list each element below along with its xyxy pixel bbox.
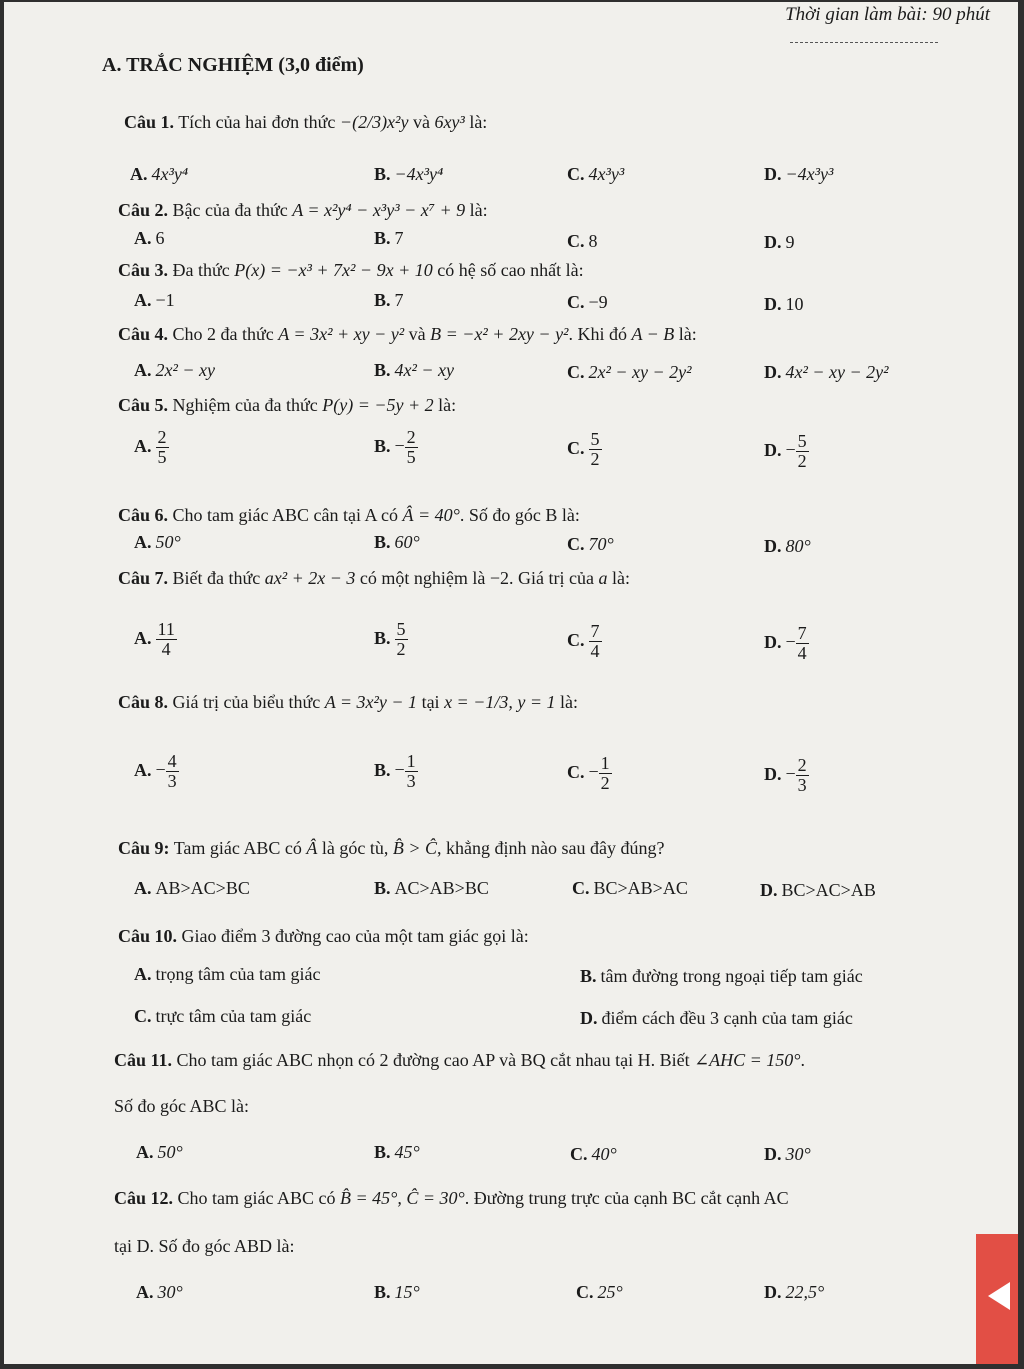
question-text: và [404,324,431,344]
option-value: 4x² − xy − 2y² [785,362,889,382]
option-letter: A. [134,228,152,248]
question-text: Cho tam giác ABC có [173,1188,340,1208]
fraction [156,620,177,659]
option-b[interactable] [374,532,420,553]
question-text: . Khi đó [568,324,632,344]
option-sign: − [588,761,599,782]
option-b[interactable] [374,360,454,381]
question-text: có hệ số cao nhất là: [432,260,584,280]
denominator: 4 [161,638,171,659]
question-text: Tích của hai đơn thức [174,112,340,132]
side-panel-tab[interactable] [976,1234,1018,1364]
option-d[interactable] [764,432,809,471]
option-letter: B. [374,164,391,184]
option-value: −1 [155,290,175,310]
question-text: là: [464,112,488,132]
option-d[interactable] [764,1282,824,1303]
exam-sheet [4,2,1018,1364]
option-a[interactable] [134,752,179,791]
option-letter: C. [567,534,585,554]
option-letter: D. [764,439,782,460]
math-expr: B̂ > Ĉ [392,838,438,858]
option-value: 2x² − xy [155,360,216,380]
option-b[interactable] [374,228,404,249]
numerator: 5 [797,431,807,451]
option-b[interactable] [374,1282,420,1303]
option-value: 80° [785,536,811,556]
option-d[interactable] [764,1144,811,1165]
option-letter: A. [134,360,152,380]
option-letter: A. [134,627,152,648]
option-value: trực tâm của tam giác [155,1006,312,1026]
denominator: 5 [406,446,416,467]
option-d[interactable] [764,294,804,315]
option-b[interactable] [374,164,443,185]
question-label: Câu 1. [124,112,175,132]
option-d[interactable] [764,756,809,795]
option-letter: A. [134,532,152,552]
question-text: . Số đo góc B là: [459,505,580,525]
question-label: Câu 12. [114,1188,174,1208]
option-letter: B. [374,759,391,780]
denominator: 2 [396,638,406,659]
question-label: Câu 9: [118,838,170,858]
question-text: là: [465,200,488,220]
option-a[interactable] [134,428,169,467]
math-expr: A = 3x² + xy − y² [278,324,405,344]
option-c[interactable] [567,164,624,185]
option-b[interactable] [374,878,489,899]
option-letter: D. [580,1008,598,1028]
option-letter: D. [760,880,778,900]
fraction [166,752,179,791]
option-value: trọng tâm của tam giác [155,964,321,984]
option-letter: D. [764,536,782,556]
denominator: 5 [157,446,167,467]
option-letter: C. [134,1006,152,1026]
collapse-arrow-icon [988,1282,1010,1310]
denominator: 2 [797,450,807,471]
option-value: 30° [157,1282,183,1302]
numerator: 5 [396,619,406,639]
option-b[interactable] [374,620,408,659]
question-text: tại [417,692,445,712]
option-value: AB>AC>BC [155,878,250,898]
question-3 [118,260,584,281]
option-d[interactable] [764,624,809,663]
option-d[interactable] [764,232,795,253]
option-letter: D. [764,763,782,784]
fraction [156,428,169,467]
option-letter: C. [570,1144,588,1164]
numerator: 7 [590,621,600,641]
option-value: 22,5° [785,1282,825,1302]
option-letter: A. [134,878,152,898]
option-value: 4x³y⁴ [151,164,189,184]
question-4 [118,324,697,345]
question-text: Giao điểm 3 đường cao của một tam giác gọi là: [177,926,529,946]
option-value: tâm đường trong ngoại tiếp tam giác [600,966,863,986]
question-label: Câu 3. [118,260,169,280]
numerator: 1 [406,751,416,771]
option-value: 4x³y³ [588,164,625,184]
option-value: BC>AB>AC [593,878,688,898]
option-letter: B. [580,966,597,986]
option-letter: A. [134,964,152,984]
numerator: 2 [406,427,416,447]
option-value: 60° [394,532,420,552]
option-sign: − [785,631,796,652]
option-value: 2x² − xy − 2y² [588,362,692,382]
denominator: 2 [590,448,600,469]
question-label: Câu 8. [118,692,169,712]
option-sign: − [785,439,796,460]
math-expr: A = x²y⁴ − x³y³ − x⁷ + 9 [292,200,466,220]
option-value: 70° [588,534,614,554]
math-expr: P(y) = −5y + 2 [322,395,434,415]
math-expr: P(x) = −x³ + 7x² − 9x + 10 [234,260,433,280]
option-value: 40° [591,1144,617,1164]
option-d[interactable] [764,536,811,557]
option-letter: C. [567,629,585,650]
question-1 [124,112,487,133]
denominator: 3 [797,774,807,795]
fraction [796,432,809,471]
fraction [589,430,602,469]
question-label: Câu 10. [118,926,178,946]
option-sign: − [394,435,405,456]
option-letter: D. [764,164,782,184]
option-letter: A. [130,164,148,184]
option-letter: B. [374,435,391,456]
question-text: và [408,112,435,132]
question-text: Biết đa thức [168,568,265,588]
denominator: 3 [167,770,177,791]
option-value: 45° [394,1142,420,1162]
fraction [405,752,418,791]
question-9 [118,838,665,859]
question-label: Câu 4. [118,324,169,344]
math-expr: x = −1/3, y = 1 [444,692,556,712]
math-expr: B̂ = 45°, Ĉ = 30° [340,1188,465,1208]
option-letter: C. [567,292,585,312]
option-letter: B. [374,627,391,648]
option-b[interactable] [374,428,418,467]
denominator: 4 [590,640,600,661]
option-c[interactable] [567,430,602,469]
numerator: 4 [167,751,177,771]
option-a[interactable] [134,360,215,381]
option-letter: A. [134,290,152,310]
math-expr: ∠AHC = 150° [694,1050,801,1070]
option-letter: A. [136,1282,154,1302]
question-label: Câu 6. [118,505,169,525]
numerator: 2 [157,427,167,447]
time-note: Thời gian làm bài: 90 phút [785,4,990,25]
numerator: 2 [797,755,807,775]
option-value: điểm cách đều 3 cạnh của tam giác [601,1008,853,1028]
numerator: 1 [600,753,610,773]
option-b[interactable] [374,1142,420,1163]
dashed-rule [790,42,938,43]
option-value: 50° [155,532,181,552]
question-text: Đa thức [168,260,235,280]
option-c[interactable] [567,362,692,383]
option-value: 6 [155,228,165,248]
option-value: 8 [588,231,598,251]
option-a[interactable] [134,228,165,249]
option-value: AC>AB>BC [394,878,489,898]
option-b[interactable] [374,290,404,311]
math-expr: Â [306,838,318,858]
option-letter: C. [576,1282,594,1302]
fraction [599,754,612,793]
question-text: là: [607,568,631,588]
option-letter: D. [764,294,782,314]
option-value: 7 [394,290,404,310]
fraction [796,756,809,795]
option-letter: B. [374,360,391,380]
question-text: Bậc của đa thức [168,200,293,220]
option-a[interactable] [134,620,177,659]
option-c[interactable] [576,1282,623,1303]
option-sign: − [155,759,166,780]
question-text: là góc tù, [317,838,393,858]
question-label: Câu 7. [118,568,169,588]
math-expr: Â = 40° [402,505,460,525]
fraction [405,428,418,467]
section-title: A. TRẮC NGHIỆM (3,0 điểm) [102,54,364,76]
option-letter: D. [764,631,782,652]
numerator: 5 [590,429,600,449]
option-letter: B. [374,1282,391,1302]
option-letter: C. [567,761,585,782]
question-10 [118,926,529,947]
option-a[interactable] [134,878,250,899]
denominator: 4 [797,642,807,663]
option-letter: D. [764,232,782,252]
option-a[interactable] [134,964,320,985]
fraction [395,620,408,659]
option-letter: A. [136,1142,154,1162]
option-value: 25° [597,1282,623,1302]
question-12-line-2: tại D. Số đo góc ABD là: [114,1236,295,1256]
option-c[interactable] [567,292,608,313]
option-value: 50° [157,1142,183,1162]
option-value: 10 [785,294,804,314]
option-letter: D. [764,1282,782,1302]
option-letter: B. [374,290,391,310]
denominator: 3 [406,770,416,791]
question-text: , khẳng định nào sau đây đúng? [437,838,665,858]
option-value: −4x³y³ [785,164,834,184]
question-text: Giá trị của biểu thức [168,692,325,712]
option-b[interactable] [374,752,418,791]
question-label: Câu 2. [118,200,169,220]
option-value: 9 [785,232,795,252]
math-expr: 6xy³ [434,112,465,132]
option-value: 30° [785,1144,811,1164]
question-text: là: [555,692,578,712]
option-value: 4x² − xy [394,360,455,380]
option-c[interactable] [134,1006,311,1027]
numerator: 11 [157,619,175,639]
question-5 [118,395,456,416]
math-expr: −(2/3)x²y [339,112,409,132]
denominator: 2 [600,772,610,793]
math-expr: a [598,568,608,588]
question-text: Nghiệm của đa thức [168,395,323,415]
fraction [796,624,809,663]
option-c[interactable] [567,231,598,252]
option-c[interactable] [567,622,602,661]
option-c[interactable] [567,754,612,793]
option-value: BC>AC>AB [781,880,876,900]
option-value: −4x³y⁴ [394,164,444,184]
option-letter: C. [567,231,585,251]
question-text: Cho tam giác ABC nhọn có 2 đường cao AP và BQ cắt nhau tại H. Biết [172,1050,695,1070]
option-value: 15° [394,1282,420,1302]
question-text: Cho 2 đa thức [168,324,279,344]
option-d[interactable] [760,880,876,901]
numerator: 7 [797,623,807,643]
option-letter: C. [567,164,585,184]
option-letter: A. [134,435,152,456]
math-expr: A − B [631,324,675,344]
option-d[interactable] [580,1008,853,1029]
question-7 [118,568,630,589]
question-6 [118,505,580,526]
option-letter: D. [764,362,782,382]
option-sign: − [785,763,796,784]
math-expr: B = −x² + 2xy − y² [430,324,569,344]
question-11 [114,1050,805,1071]
question-2 [118,200,488,221]
option-letter: B. [374,1142,391,1162]
option-value: 7 [394,228,404,248]
option-a[interactable] [130,164,188,185]
question-text: có một nghiệm là −2. Giá trị của [355,568,599,588]
option-sign: − [394,759,405,780]
option-c[interactable] [570,1144,617,1165]
option-letter: C. [572,878,590,898]
option-letter: D. [764,1144,782,1164]
option-d[interactable] [764,362,889,383]
option-c[interactable] [572,878,688,899]
question-text: Tam giác ABC có [169,838,307,858]
option-a[interactable] [136,1142,183,1163]
option-b[interactable] [580,966,863,987]
option-letter: C. [567,362,585,382]
option-c[interactable] [567,534,614,555]
math-expr: A = 3x²y − 1 [324,692,418,712]
option-letter: A. [134,759,152,780]
option-letter: C. [567,437,585,458]
math-expr: ax² + 2x − 3 [264,568,356,588]
option-letter: B. [374,532,391,552]
question-text: là: [674,324,697,344]
question-text: . Đường trung trực của cạnh BC cắt cạnh AC [464,1188,789,1208]
question-text: . [800,1050,806,1070]
question-8 [118,692,578,713]
question-text: là: [433,395,457,415]
option-a[interactable] [134,290,175,311]
question-label: Câu 5. [118,395,169,415]
option-a[interactable] [136,1282,183,1303]
option-value: −9 [588,292,608,312]
option-letter: B. [374,878,391,898]
question-label: Câu 11. [114,1050,173,1070]
question-text: Cho tam giác ABC cân tại A có [168,505,403,525]
option-d[interactable] [764,164,833,185]
question-12 [114,1188,789,1209]
option-a[interactable] [134,532,181,553]
question-11-line-2: Số đo góc ABC là: [114,1096,250,1116]
fraction [589,622,602,661]
option-letter: B. [374,228,391,248]
